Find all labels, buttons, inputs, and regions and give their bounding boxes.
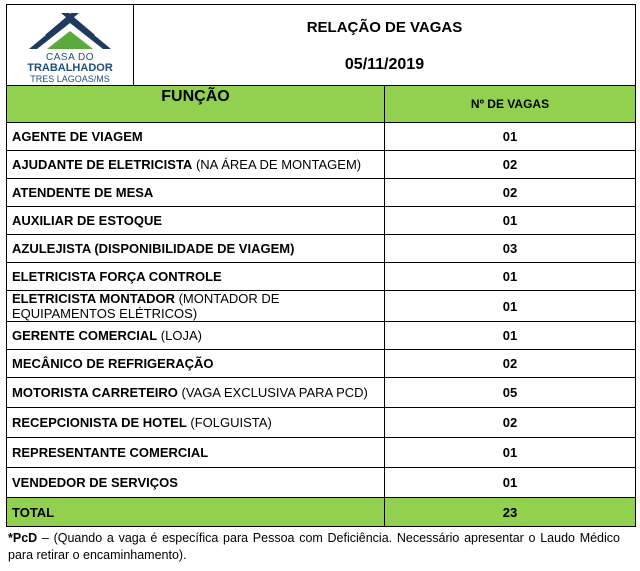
function-header-label: FUNÇÃO bbox=[161, 88, 230, 105]
footnote-term: *PcD bbox=[8, 531, 38, 545]
table-row bbox=[7, 235, 636, 263]
vacancy-count: 01 bbox=[385, 123, 636, 151]
footnote-text: – (Quando a vaga é específica para Pessoa com Deficiência. Necessário apresentar o Laudo Médico para retirar o encaminhamento). bbox=[8, 531, 620, 562]
job-function-cell bbox=[7, 438, 385, 468]
job-function-cell bbox=[7, 378, 385, 408]
document-title: RELAÇÃO DE VAGAS bbox=[306, 18, 463, 36]
vacancy-count: 02 bbox=[385, 408, 636, 438]
vacancy-count: 02 bbox=[385, 350, 636, 378]
function-column-header bbox=[7, 86, 385, 123]
job-note: (MONTADOR DE EQUIPAMENTOS ELÉTRICOS) bbox=[12, 291, 280, 321]
table-row bbox=[7, 179, 636, 207]
job-title: GERENTE COMERCIAL bbox=[12, 328, 158, 343]
column-header-row bbox=[7, 86, 636, 123]
total-row bbox=[7, 498, 636, 527]
job-title: AGENTE DE VIAGEM bbox=[12, 129, 143, 144]
table-row bbox=[7, 291, 636, 322]
vacancy-count: 02 bbox=[385, 151, 636, 179]
vacancy-count: 01 bbox=[385, 207, 636, 235]
job-title: AUXILIAR DE ESTOQUE bbox=[12, 213, 163, 228]
job-function-cell bbox=[7, 408, 385, 438]
job-function-cell bbox=[7, 468, 385, 498]
table-row bbox=[7, 408, 636, 438]
logo-text-line3: TRES LAGOAS/MS bbox=[30, 74, 110, 84]
vacancies-column-header: Nº DE VAGAS bbox=[385, 86, 636, 123]
job-function-cell bbox=[7, 179, 385, 207]
table-row bbox=[7, 322, 636, 350]
job-note: (VAGA EXCLUSIVA PARA PCD) bbox=[177, 385, 368, 400]
table-row bbox=[7, 123, 636, 151]
vacancy-rows bbox=[7, 123, 636, 498]
vacancy-count: 03 bbox=[385, 235, 636, 263]
vacancy-count: 01 bbox=[385, 291, 636, 322]
job-title: REPRESENTANTE COMERCIAL bbox=[12, 445, 209, 460]
job-function-cell bbox=[7, 151, 385, 179]
job-title: AZULEJISTA (DISPONIBILIDADE DE VIAGEM) bbox=[12, 241, 295, 256]
job-title: VENDEDOR DE SERVIÇOS bbox=[12, 475, 178, 490]
logo-text-line2: TRABALHADOR bbox=[27, 62, 113, 74]
job-title: ATENDENTE DE MESA bbox=[12, 185, 154, 200]
job-note: (NA ÁREA DE MONTAGEM) bbox=[192, 157, 362, 172]
header-row bbox=[7, 5, 636, 86]
job-function-cell bbox=[7, 350, 385, 378]
job-title: RECEPCIONISTA DE HOTEL bbox=[12, 415, 187, 430]
logo-text-line1: CASA DO bbox=[46, 52, 94, 63]
table-row bbox=[7, 151, 636, 179]
vacancy-count: 01 bbox=[385, 468, 636, 498]
document-date: 05/11/2019 bbox=[344, 55, 425, 73]
vacancy-count: 02 bbox=[385, 179, 636, 207]
vacancy-count: 01 bbox=[385, 438, 636, 468]
table-row bbox=[7, 207, 636, 235]
vacancy-table bbox=[6, 4, 636, 527]
job-function-cell bbox=[7, 291, 385, 322]
table-row bbox=[7, 263, 636, 291]
house-roof-icon bbox=[25, 11, 115, 53]
job-title: ELETRICISTA FORÇA CONTROLE bbox=[12, 269, 222, 284]
casa-do-trabalhador-logo bbox=[7, 5, 133, 85]
total-count: 23 bbox=[385, 498, 636, 527]
job-title: MECÂNICO DE REFRIGERAÇÃO bbox=[12, 356, 214, 371]
pcd-footnote bbox=[8, 530, 620, 564]
job-note: (LOJA) bbox=[157, 328, 202, 343]
vacancy-count: 01 bbox=[385, 322, 636, 350]
job-function-cell bbox=[7, 322, 385, 350]
job-title: ELETRICISTA MONTADOR bbox=[12, 291, 175, 306]
job-note: (FOLGUISTA) bbox=[186, 415, 272, 430]
total-label: TOTAL bbox=[7, 498, 385, 527]
vacancy-count: 01 bbox=[385, 263, 636, 291]
job-title: AJUDANTE DE ELETRICISTA bbox=[12, 157, 193, 172]
job-function-cell bbox=[7, 263, 385, 291]
vacancy-count: 05 bbox=[385, 378, 636, 408]
table-row bbox=[7, 350, 636, 378]
job-function-cell bbox=[7, 207, 385, 235]
title-cell bbox=[134, 5, 636, 86]
table-row bbox=[7, 378, 636, 408]
table-row bbox=[7, 438, 636, 468]
job-title: MOTORISTA CARRETEIRO bbox=[12, 385, 178, 400]
job-function-cell bbox=[7, 235, 385, 263]
table-row bbox=[7, 468, 636, 498]
logo-cell bbox=[7, 5, 134, 86]
job-function-cell bbox=[7, 123, 385, 151]
